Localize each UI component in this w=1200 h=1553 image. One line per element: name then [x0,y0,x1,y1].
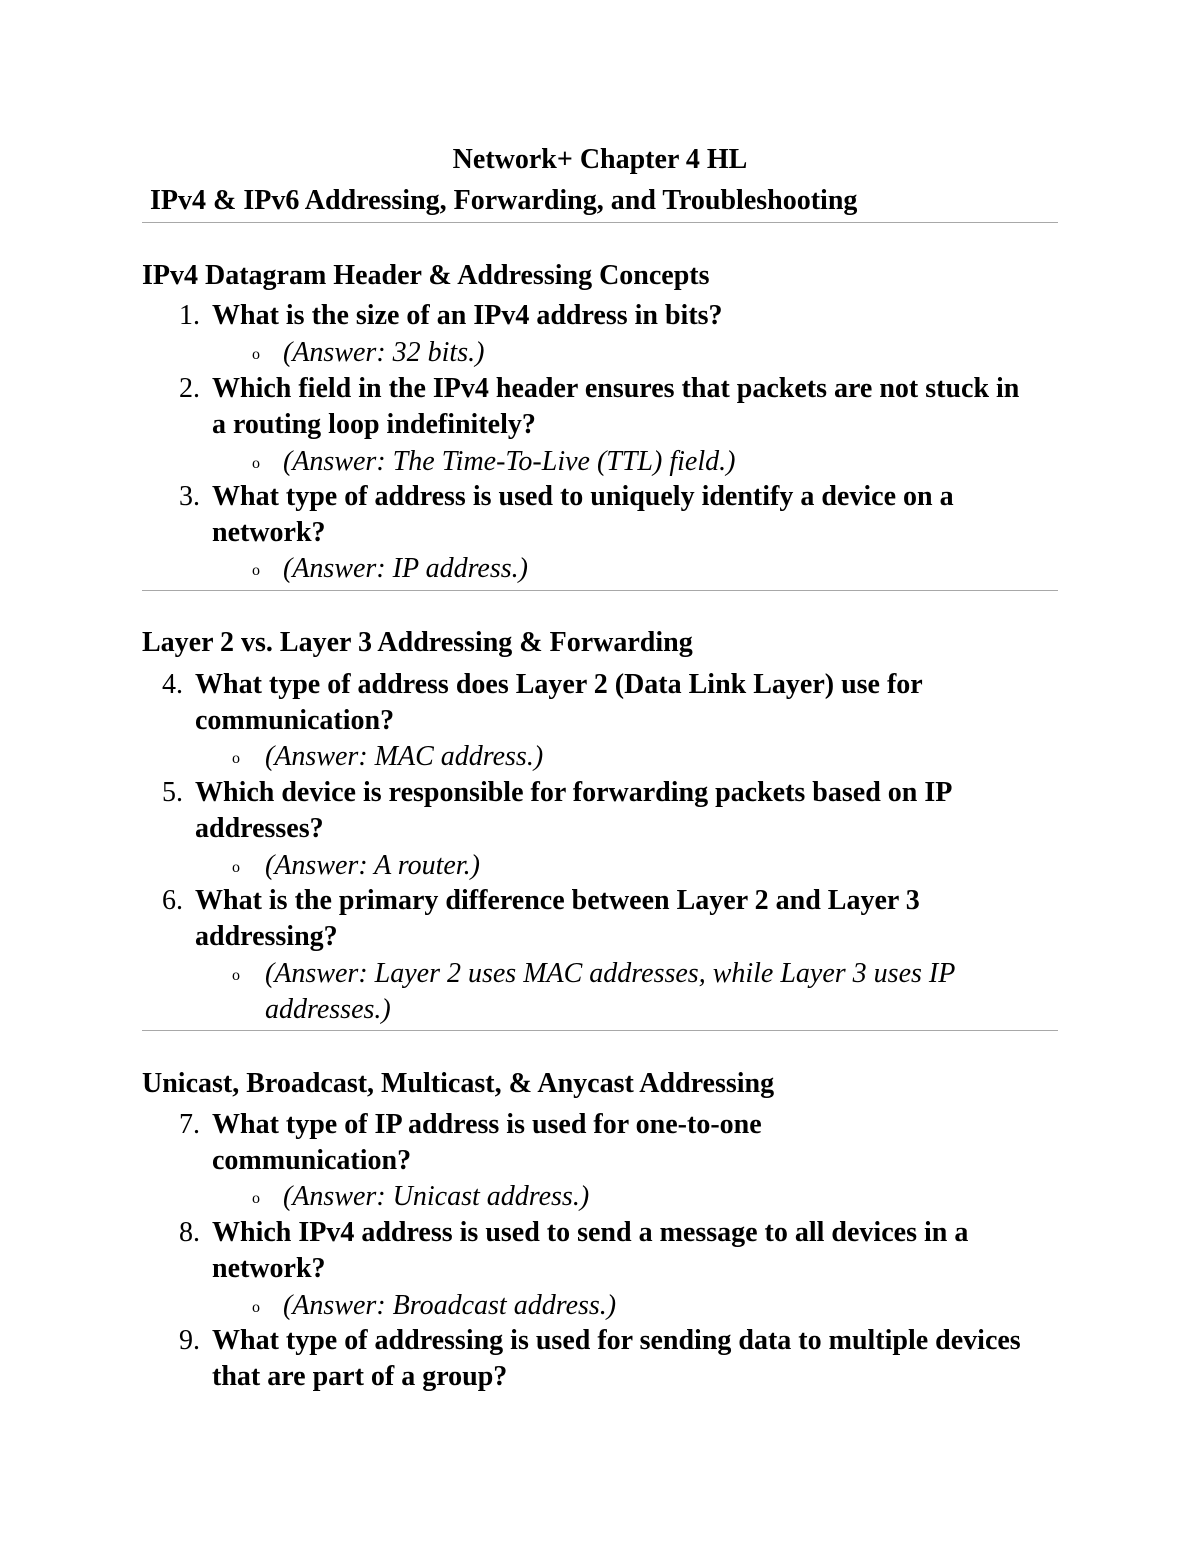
answer-bullet: o [252,1299,260,1316]
section-heading: Unicast, Broadcast, Multicast, & Anycast Addressing [142,1068,775,1099]
question-text: Which field in the IPv4 header ensures that packets are not stuck in a routing loop indefinitely? [212,373,1020,440]
section-heading: IPv4 Datagram Header & Addressing Concepts [142,260,710,291]
question-text: What type of address does Layer 2 (Data Link Layer) use for communication? [195,669,923,736]
question-text: What is the primary difference between Layer 2 and Layer 3 addressing? [195,885,920,952]
question-text: What type of IP address is used for one-to-one communication? [212,1109,762,1176]
answer-text: (Answer: Layer 2 uses MAC addresses, while Layer 3 uses IP addresses.) [265,958,955,1025]
question-number: 7. [179,1109,200,1140]
answer-text: (Answer: Broadcast address.) [283,1290,617,1321]
answer-text: (Answer: A router.) [265,850,480,881]
answer-bullet: o [252,346,260,363]
answer-bullet: o [252,562,260,579]
question-text: Which device is responsible for forwarding packets based on IP addresses? [195,777,951,844]
document-subtitle: IPv4 & IPv6 Addressing, Forwarding, and Troubleshooting [150,185,858,216]
answer-bullet: o [232,750,240,767]
answer-text: (Answer: Unicast address.) [283,1181,590,1212]
answer-bullet: o [232,967,240,984]
question-text: What type of address is used to uniquely identify a device on a network? [212,481,954,548]
question-number: 3. [179,481,200,512]
document-title: Network+ Chapter 4 HL [452,144,748,175]
question-text: What type of addressing is used for sending data to multiple devices that are part of a group? [212,1325,1021,1392]
question-number: 1. [179,300,200,331]
answer-text: (Answer: 32 bits.) [283,337,485,368]
answer-bullet: o [252,455,260,472]
question-number: 9. [179,1325,200,1356]
section-heading: Layer 2 vs. Layer 3 Addressing & Forwarding [142,627,693,658]
question-text: What is the size of an IPv4 address in bits? [212,300,723,331]
question-number: 5. [162,777,183,808]
question-text: Which IPv4 address is used to send a message to all devices in a network? [212,1217,969,1284]
divider [142,1030,1058,1031]
divider [142,222,1058,223]
answer-bullet: o [232,859,240,876]
answer-text: (Answer: IP address.) [283,553,528,584]
question-number: 4. [162,669,183,700]
answer-text: (Answer: MAC address.) [265,741,544,772]
answer-bullet: o [252,1190,260,1207]
question-number: 2. [179,373,200,404]
divider [142,590,1058,591]
answer-text: (Answer: The Time-To-Live (TTL) field.) [283,446,736,477]
question-number: 6. [162,885,183,916]
question-number: 8. [179,1217,200,1248]
